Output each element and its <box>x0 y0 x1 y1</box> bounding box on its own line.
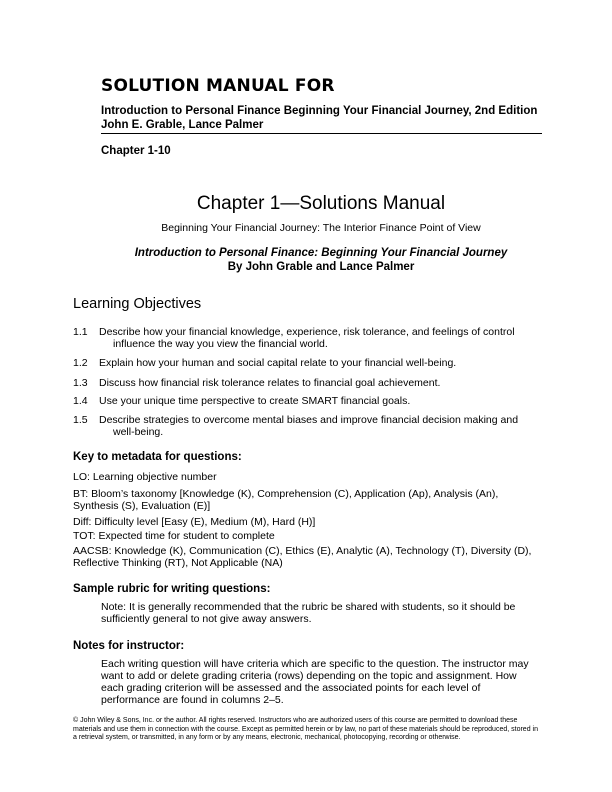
objective-text: Discuss how financial risk tolerance relates to financial goal achievement. <box>99 377 441 389</box>
metadata-line: BT: Bloom’s taxonomy [Knowledge (K), Comprehension (C), Application (Ap), Analysis (An), Synthesis (S), Evaluation (E)] <box>73 488 499 512</box>
objective-text: Describe strategies to overcome mental biases and improve financial decision making and <box>99 414 519 426</box>
rubric-note: Note: It is generally recommended that the rubric be shared with students, so it should be sufficiently general to not give away answers. <box>101 601 516 625</box>
book-title: Introduction to Personal Finance: Beginning Your Financial Journey <box>134 247 508 259</box>
banner-title: SOLUTION MANUAL FOR <box>101 76 335 96</box>
objective-text: Use your unique time perspective to create SMART financial goals. <box>99 395 411 407</box>
rubric-heading: Sample rubric for writing questions: <box>73 583 271 595</box>
objective-text: Explain how your human and social capital relate to your financial well-being. <box>99 357 457 369</box>
book-authors: By John Grable and Lance Palmer <box>227 261 415 273</box>
copyright-footer: © John Wiley & Sons, Inc. or the author. All rights reserved. Instructors who are authorized users of this course are permitted to download these materials and use them in connection with the course. Except as permitted herein or by law, no part of these materials should be reproduced, stored in a retrieval system, or transmitted, in any form or by any means, electronic, mechanical, photocopying, recording or otherwise. <box>73 717 538 741</box>
learning-objectives-heading: Learning Objectives <box>73 296 202 312</box>
metadata-line: Diff: Difficulty level [Easy (E), Medium (M), Hard (H)] <box>73 516 316 528</box>
page-title: Chapter 1—Solutions Manual <box>196 193 446 214</box>
objective-text: Describe how your financial knowledge, experience, risk tolerance, and feelings of control <box>99 326 515 338</box>
chapter-subtitle: Beginning Your Financial Journey: The Interior Finance Point of View <box>161 222 481 234</box>
objective-text-cont: well-being. <box>113 426 164 438</box>
metadata-line: TOT: Expected time for student to complete <box>73 530 275 542</box>
instructor-notes-text: Each writing question will have criteria which are specific to the question. The instructor may want to add or delete grading criteria (rows) depending on the topic and assignment. How each grading criterion will be assessed and the associated points for each level of performance are found in columns 2–5. <box>101 658 529 706</box>
objective-number: 1.1 <box>73 326 88 338</box>
objective-number: 1.3 <box>73 377 88 389</box>
objective-text-cont: influence the way you view the financial world. <box>113 338 328 350</box>
objective-number: 1.2 <box>73 357 88 369</box>
header-rule <box>101 133 542 134</box>
book-subtitle: Introduction to Personal Finance Beginning Your Financial Journey, 2nd Edition John E. Grable, Lance Palmer <box>101 105 538 131</box>
objective-number: 1.5 <box>73 414 88 426</box>
metadata-line: AACSB: Knowledge (K), Communication (C), Ethics (E), Analytic (A), Technology (T), Diversity (D), Reflective Thinking (RT), Not Applicable (NA) <box>73 545 532 569</box>
metadata-key-heading: Key to metadata for questions: <box>73 451 242 463</box>
objective-number: 1.4 <box>73 395 88 407</box>
chapter-range: Chapter 1-10 <box>101 145 171 157</box>
instructor-notes-heading: Notes for instructor: <box>73 640 185 652</box>
metadata-line: LO: Learning objective number <box>73 471 217 483</box>
